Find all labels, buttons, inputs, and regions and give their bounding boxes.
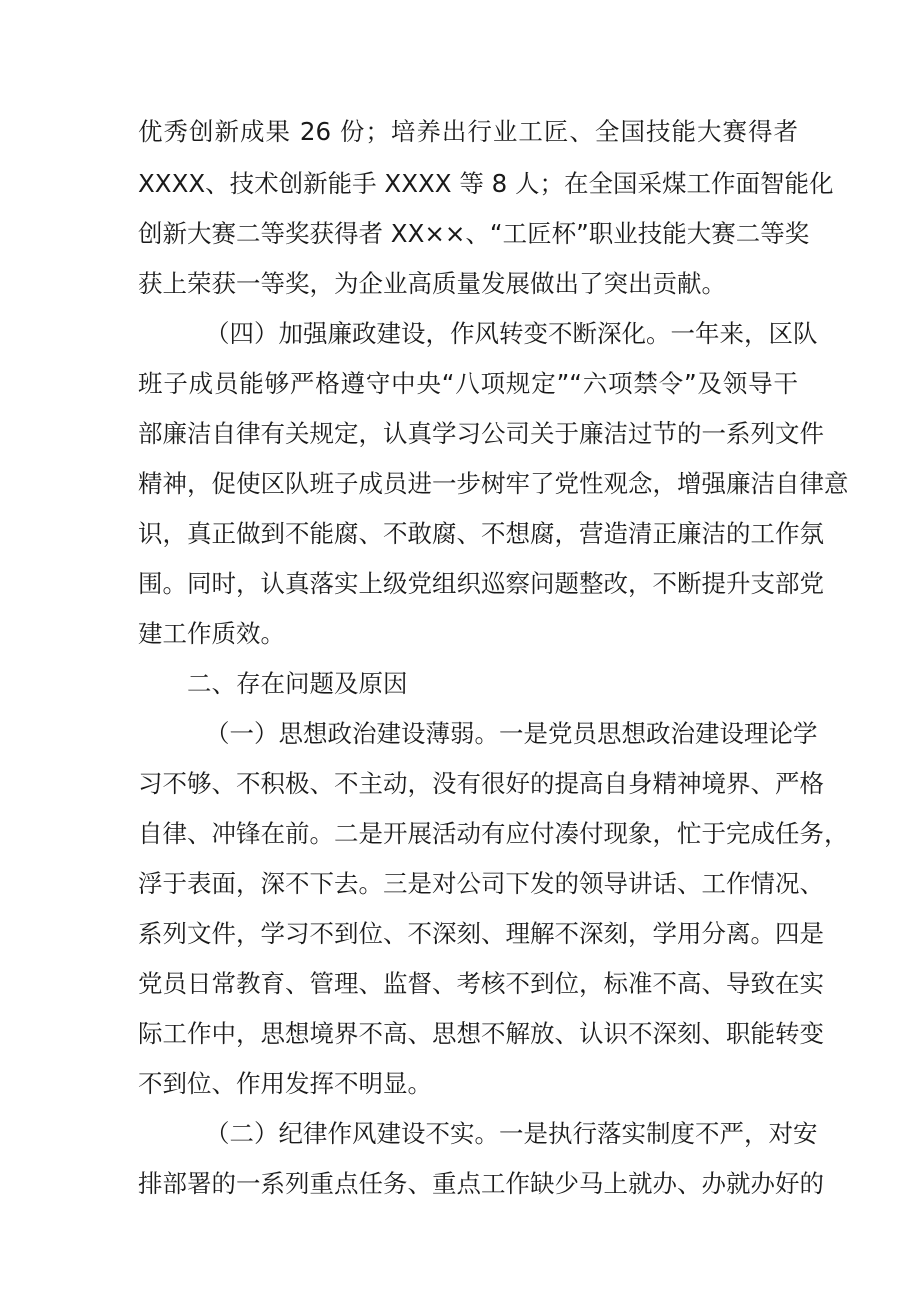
problem-1-line-5: 系列文件，学习不到位、不深刻、理解不深刻，学用分离。四是	[138, 919, 824, 948]
paragraph-3-line-4: 优秀创新成果 26 份；培养出行业工匠、全国技能大赛得者	[138, 117, 798, 146]
paragraph-3-line-7: 获上荣获一等奖，为企业高质量发展做出了突出贡献。	[138, 269, 726, 298]
section-4-heading-line: （四）加强廉政建设，作风转变不断深化。一年来，区队	[205, 319, 818, 348]
paragraph-3-line-5: XXXX、技术创新能手 XXXX 等 8 人；在全国采煤工作面智能化	[138, 169, 834, 198]
section-4-line-5: 识，真正做到不能腐、不敢腐、不想腐，营造清正廉洁的工作氛	[138, 519, 824, 548]
problem-1-line-3: 自律、冲锋在前。二是开展活动有应付凑付现象，忙于完成任务，	[138, 819, 849, 848]
problem-1-line-4: 浮于表面，深不下去。三是对公司下发的领导讲话、工作情况、	[138, 869, 824, 898]
problem-1-line-7: 际工作中，思想境界不高、思想不解放、认识不深刻、职能转变	[138, 1019, 824, 1048]
problem-1-line-2: 习不够、不积极、不主动，没有很好的提高自身精神境界、严格	[138, 769, 824, 798]
paragraph-3-line-6: 创新大赛二等奖获得者 XX××、“工匠杯”职业技能大赛二等奖	[138, 219, 810, 248]
section-4-line-3: 部廉洁自律有关规定，认真学习公司关于廉洁过节的一系列文件	[138, 419, 824, 448]
problem-1-heading-line: （一）思想政治建设薄弱。一是党员思想政治建设理论学	[205, 719, 818, 748]
section-4-line-7: 建工作质效。	[138, 619, 285, 648]
section-4-line-4: 精神，促使区队班子成员进一步树牢了党性观念，增强廉洁自律意	[138, 469, 849, 498]
problem-1-line-8: 不到位、作用发挥不明显。	[138, 1069, 432, 1098]
problem-1-line-6: 党员日常教育、管理、监督、考核不到位，标准不高、导致在实	[138, 969, 824, 998]
problem-2-heading-line: （二）纪律作风建设不实。一是执行落实制度不严，对安	[205, 1119, 818, 1148]
section-4-line-6: 围。同时，认真落实上级党组织巡察问题整改，不断提升支部党	[138, 569, 824, 598]
problem-2-line-2: 排部署的一系列重点任务、重点工作缺少马上就办、办就办好的	[138, 1169, 824, 1198]
section-4-line-2: 班子成员能够严格遵守中央“八项规定”“六项禁令”及领导干	[138, 369, 798, 398]
chapter-2-heading: 二、存在问题及原因	[187, 669, 408, 698]
